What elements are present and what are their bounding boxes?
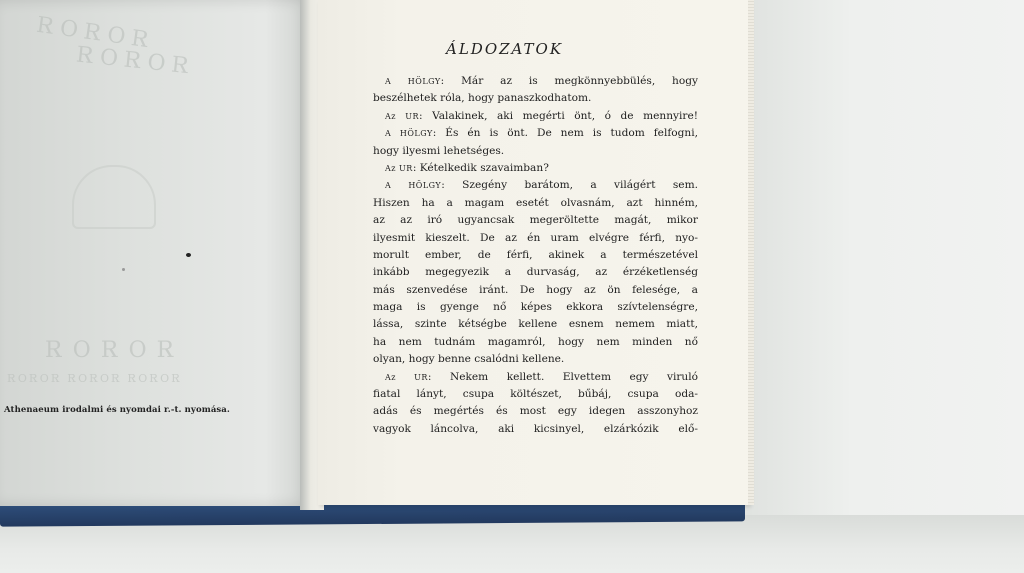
text-line <box>373 316 698 333</box>
show-through-text: ЯОЯОЯ ЯОЯОЯ ЯОЯОЯ <box>5 372 181 385</box>
line-text: az az iró ugyancsak megeröltette magát, mikor <box>373 214 698 227</box>
speaker-label: Az UR <box>385 111 419 121</box>
text-line <box>373 247 698 264</box>
text-line <box>373 177 698 194</box>
text-line <box>373 143 698 160</box>
dialogue-text <box>373 73 698 438</box>
text-line <box>373 351 698 368</box>
speaker-label: Az UR <box>385 372 428 382</box>
table-surface <box>740 0 1024 573</box>
text-line <box>373 282 698 299</box>
line-text: beszélhetek róla, hogy panaszkodhatom. <box>373 92 592 105</box>
line-text: ha nem tudnám magamról, hogy nem minden nő <box>373 335 698 348</box>
line-text: inkább megegyezik a durvaság, az érzéketlenség <box>373 266 698 279</box>
show-through-text: ЯОЯОЯ <box>28 11 151 54</box>
text-line <box>373 73 698 90</box>
right-page <box>318 0 749 505</box>
text-line <box>373 299 698 316</box>
line-text: : Valakinek, aki megérti önt, ó de mennyire! <box>418 109 698 122</box>
line-text: ilyesmit kieszelt. De az én uram elvégre férfi, nyo- <box>373 231 698 244</box>
line-text: más szenvedése iránt. De hogy az ön felesége, a <box>373 283 698 296</box>
line-text: morult ember, de férfi, akinek a természetével <box>373 248 698 261</box>
line-text: : Szegény barátom, a világért sem. <box>441 179 698 192</box>
line-text: : És én is önt. De nem is tudom felfogni, <box>432 127 698 140</box>
show-through-text: ЯОЯОЯ <box>69 41 191 80</box>
text-line <box>373 421 698 438</box>
line-text: : Nekem kellett. Elvettem egy viruló <box>427 370 698 383</box>
line-text: : Kételkedik szavaimban? <box>412 161 549 174</box>
line-text: olyan, hogy benne csalódni kellene. <box>373 353 565 366</box>
line-text: hogy ilyesmi lehetséges. <box>373 144 505 157</box>
line-text: maga is gyenge nő képes ekkora szívtelenségre, <box>373 301 698 314</box>
ink-speck <box>186 253 191 257</box>
line-text: adás és megértés és most egy idegen asszonyhoz <box>373 405 698 418</box>
text-line <box>373 403 698 420</box>
text-line <box>373 230 698 247</box>
speaker-label: A HÖLGY <box>385 129 433 139</box>
text-line <box>373 334 698 351</box>
text-line <box>373 160 698 177</box>
page-edge <box>748 0 754 505</box>
printer-imprint: Athenaeum irodalmi és nyomdai r.-t. nyomása. <box>4 405 230 415</box>
text-line <box>373 264 698 281</box>
line-text: lássa, szinte kétségbe kellene esnem nemem miatt, <box>373 318 698 331</box>
text-line <box>373 369 698 386</box>
text-line <box>373 90 698 107</box>
text-line <box>373 125 698 142</box>
chapter-title: ÁLDOZATOK <box>446 40 564 58</box>
speaker-label: A HÖLGY <box>385 181 442 191</box>
text-line <box>373 195 698 212</box>
speaker-label: Az UR <box>385 163 413 173</box>
text-line <box>373 386 698 403</box>
line-text: : Már az is megkönnyebbülés, hogy <box>440 75 698 87</box>
ink-speck <box>122 268 125 271</box>
show-through-emblem <box>72 165 156 229</box>
text-line <box>373 212 698 229</box>
left-page <box>0 0 312 506</box>
text-line <box>373 108 698 125</box>
line-text: Hiszen ha a magam esetét olvasnám, azt hinném, <box>373 196 698 209</box>
line-text: fiatal lányt, csupa költészet, bűbáj, csupa oda- <box>373 388 698 401</box>
show-through-text: ЯОЯОЯ <box>35 338 175 363</box>
line-text: vagyok láncolva, aki kicsinyel, elzárkózik elő- <box>373 422 698 435</box>
speaker-label: A HÖLGY <box>385 77 441 86</box>
